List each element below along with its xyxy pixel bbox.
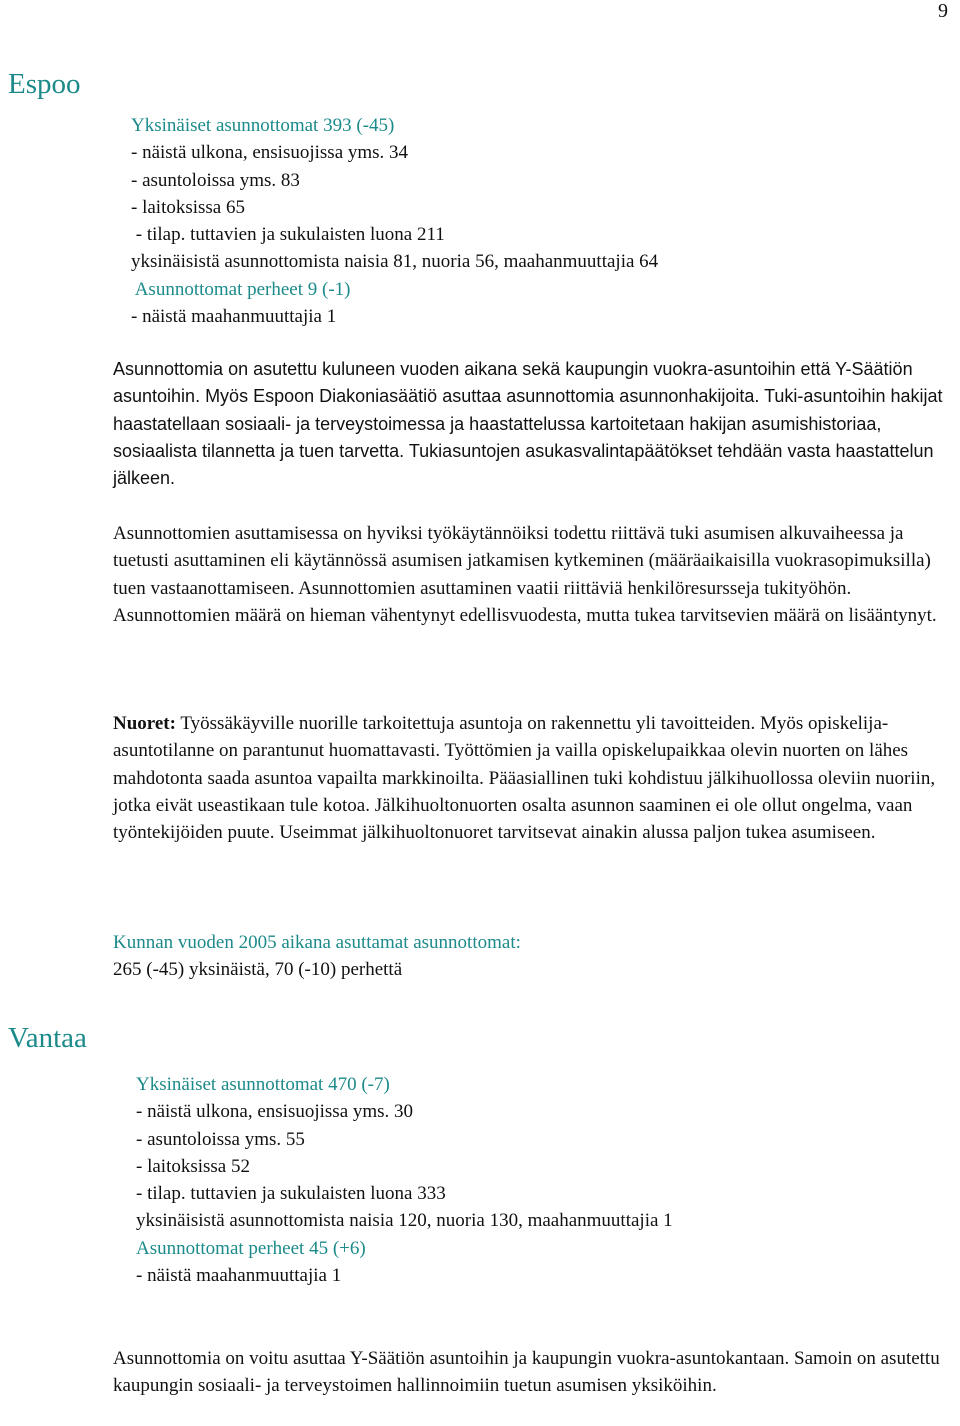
vantaa-stat-line: - asuntoloissa yms. 55 xyxy=(136,1128,305,1150)
espoo-paragraph-1 xyxy=(113,356,953,492)
espoo-stats xyxy=(131,112,658,330)
espoo-stat-line: Yksinäiset asunnottomat 393 (-45) xyxy=(131,115,395,136)
vantaa-stat-line: - näistä ulkona, ensisuojissa yms. 30 xyxy=(136,1101,414,1123)
youth-text: Työssäkäyville nuorille tarkoitettuja asuntoja on rakennettu yli tavoitteiden. Myös opiskelija-asuntotilanne on parantunut huomattavasti. Työttömien ja vailla opiskelupaikkaa olevin nuorten on lähes mahdotonta saada asuntoa vapailta markkinoilta. Pääasiallinen tuki kohdistuu jälkihuollossa oleviin nuoriin, jotka eivät useastikaan tule kotoa. Jälkihuoltonuorten osalta asunnon saaminen ei ole ollut ongelma, vaan työntekijöiden puute. Useimmat jälkihuoltonuoret tarvitsevat ainakin alussa paljon tukea asumiseen. xyxy=(113,713,936,844)
espoo-stat-line: - laitoksissa 65 xyxy=(131,196,245,218)
section-heading-espoo: Espoo xyxy=(8,68,81,100)
vantaa-paragraph-1 xyxy=(113,1345,943,1400)
page-number: 9 xyxy=(938,0,948,22)
espoo-practices-text: Asunnottomien asuttamisessa on hyviksi työkäytännöiksi todettu riittävä tuki asumisen alkuvaiheessa ja tuetusti asuttaminen eli käytännössä asumisen jatkamisen kytkeminen (määräaikaisilla vuokrasopimuksilla) tuen vastaanottamiseen. Asunnottomien asuttaminen vaatii riittäviä henkilöresursseja tukityöhön. xyxy=(113,523,931,599)
section-heading-vantaa: Vantaa xyxy=(8,1022,87,1054)
espoo-trend-text: Asunnottomien määrä on hieman vähentynyt edellisvuodesta, mutta tukea tarvitsevien määrä on lisääntynyt. xyxy=(113,604,937,626)
espoo-paragraph-2 xyxy=(113,520,958,629)
espoo-stat-line: - tilap. tuttavien ja sukulaisten luona 211 xyxy=(131,224,445,246)
vantaa-stat-line: - näistä maahanmuuttajia 1 xyxy=(136,1265,342,1287)
espoo-youth-paragraph xyxy=(113,710,958,846)
vantaa-stats xyxy=(136,1071,673,1289)
espoo-stat-line: - asuntoloissa yms. 83 xyxy=(131,169,300,191)
espoo-stat-line: yksinäisistä asunnottomista naisia 81, nuoria 56, maahanmuuttajia 64 xyxy=(131,251,659,273)
espoo-stat-line: Asunnottomat perheet 9 (-1) xyxy=(131,278,351,300)
espoo-housing-text: Asunnottomia on asutettu kuluneen vuoden aikana sekä kaupungin vuokra-asuntoihin että Y-Säätiön asuntoihin. Myös Espoon Diakoniasäätiö asuttaa asunnottomia asunnonhakijoita. Tuki-asuntoihin hakijat haastatellaan sosiaali- ja terveystoimessa ja haastattelussa kartoitetaan hakijan asumishistoriaa, sosiaalista tilannetta ja tuen tarvetta. Tukiasuntojen asukasvalintapäätökset tehdään vasta haastattelun jälkeen. xyxy=(113,359,943,489)
espoo-housed-summary xyxy=(113,929,958,984)
espoo-stat-line: - näistä maahanmuuttajia 1 xyxy=(131,306,337,328)
vantaa-stat-line: yksinäisistä asunnottomista naisia 120, nuoria 130, maahanmuuttajia 1 xyxy=(136,1210,673,1232)
housed-values: 265 (-45) yksinäistä, 70 (-10) perhettä xyxy=(113,959,403,981)
vantaa-stat-line: Asunnottomat perheet 45 (+6) xyxy=(136,1237,366,1259)
espoo-stat-line: - näistä ulkona, ensisuojissa yms. 34 xyxy=(131,142,409,164)
vantaa-stat-line: - tilap. tuttavien ja sukulaisten luona 333 xyxy=(136,1183,446,1205)
youth-label: Nuoret: xyxy=(113,713,176,734)
vantaa-stat-line: Yksinäiset asunnottomat 470 (-7) xyxy=(136,1074,390,1095)
housed-title: Kunnan vuoden 2005 aikana asuttamat asunnottomat: xyxy=(113,932,521,953)
vantaa-stat-line: - laitoksissa 52 xyxy=(136,1155,250,1177)
vantaa-housing-text: Asunnottomia on voitu asuttaa Y-Säätiön asuntoihin ja kaupungin vuokra-asuntokantaan. Samoin on asutettu kaupungin sosiaali- ja terveystoimen hallinnoimiin tuetun asumisen yksiköihin. xyxy=(113,1348,940,1397)
